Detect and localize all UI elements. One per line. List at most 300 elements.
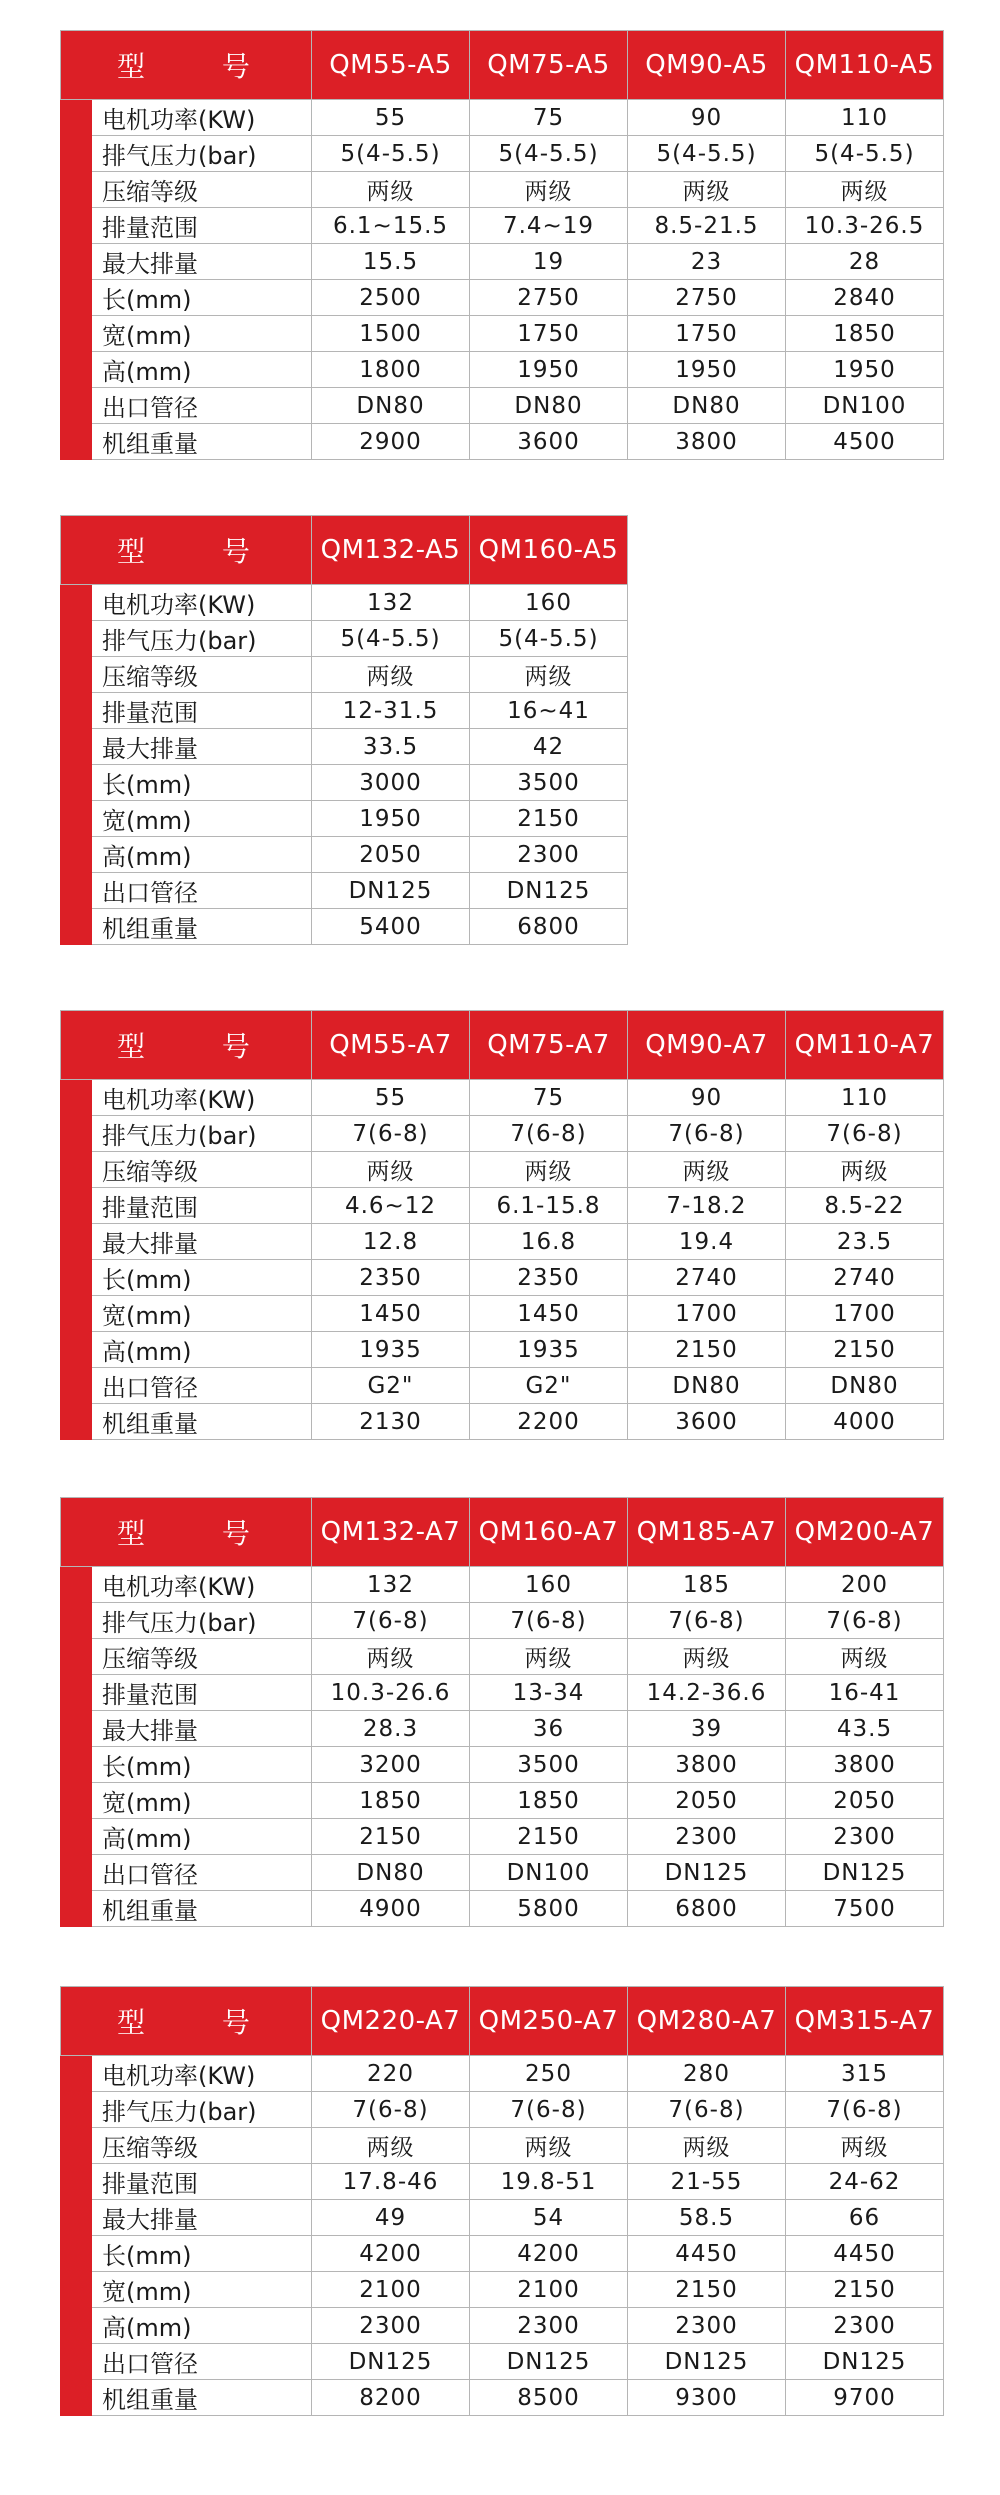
- spec-value: 7(6-8): [786, 1116, 944, 1152]
- spec-value: 14.2-36.6: [628, 1675, 786, 1711]
- spec-value: DN80: [312, 1855, 470, 1891]
- spec-value: 4000: [786, 1404, 944, 1440]
- spec-row: [61, 1260, 944, 1296]
- model-name: QM75-A7: [470, 1011, 628, 1080]
- spec-value: 5(4-5.5): [312, 136, 470, 172]
- spec-row: [61, 1855, 944, 1891]
- spec-value: 1800: [312, 352, 470, 388]
- spec-row-label: 高(mm): [92, 1332, 312, 1368]
- spec-row-label: 机组重量: [92, 1404, 312, 1440]
- red-side-stripe: [61, 1567, 92, 1927]
- model-header-label: [61, 1011, 312, 1080]
- spec-value: 2150: [786, 1332, 944, 1368]
- red-side-stripe: [61, 1080, 92, 1440]
- spec-row: [61, 424, 944, 460]
- spec-value: 55: [312, 100, 470, 136]
- spec-value: 132: [312, 585, 470, 621]
- spec-value: 两级: [628, 1152, 786, 1188]
- spec-row: [61, 1675, 944, 1711]
- spec-value: 200: [786, 1567, 944, 1603]
- model-header-text: 型 号: [117, 1517, 284, 1550]
- spec-value: 2900: [312, 424, 470, 460]
- spec-value: 2300: [470, 837, 628, 873]
- spec-row: [61, 1783, 944, 1819]
- spec-value: 66: [786, 2200, 944, 2236]
- spec-value: 2150: [786, 2272, 944, 2308]
- spec-value: 54: [470, 2200, 628, 2236]
- spec-value: 110: [786, 1080, 944, 1116]
- model-name: QM110-A5: [786, 31, 944, 100]
- spec-row: [61, 2380, 944, 2416]
- spec-value: 15.5: [312, 244, 470, 280]
- spec-value: 10.3-26.6: [312, 1675, 470, 1711]
- spec-row-label: 最大排量: [92, 1224, 312, 1260]
- spec-value: DN125: [312, 2344, 470, 2380]
- spec-value: 2100: [470, 2272, 628, 2308]
- model-name: QM160-A5: [470, 516, 628, 585]
- spec-row-label: 排气压力(bar): [92, 136, 312, 172]
- spec-row-label: 高(mm): [92, 837, 312, 873]
- spec-row: [61, 873, 628, 909]
- spec-value: 28.3: [312, 1711, 470, 1747]
- spec-value: 7(6-8): [628, 2092, 786, 2128]
- spec-value: 1850: [786, 316, 944, 352]
- model-name: QM55-A5: [312, 31, 470, 100]
- spec-row: [61, 244, 944, 280]
- spec-value: 2100: [312, 2272, 470, 2308]
- model-name: QM220-A7: [312, 1987, 470, 2056]
- spec-value: 4450: [786, 2236, 944, 2272]
- spec-value: 1700: [786, 1296, 944, 1332]
- spec-value: 19.4: [628, 1224, 786, 1260]
- spec-value: 43.5: [786, 1711, 944, 1747]
- spec-row: [61, 2092, 944, 2128]
- spec-row: [61, 2056, 944, 2092]
- spec-value: 250: [470, 2056, 628, 2092]
- spec-value: 1935: [470, 1332, 628, 1368]
- spec-row-label: 宽(mm): [92, 316, 312, 352]
- spec-value: 13-34: [470, 1675, 628, 1711]
- model-header-text: 型 号: [117, 535, 284, 568]
- spec-value: 两级: [470, 2128, 628, 2164]
- header-row: [61, 1011, 944, 1080]
- spec-value: 3000: [312, 765, 470, 801]
- spec-row-label: 排量范围: [92, 208, 312, 244]
- spec-value: 7(6-8): [786, 2092, 944, 2128]
- spec-value: 6800: [628, 1891, 786, 1927]
- spec-value: 7(6-8): [628, 1116, 786, 1152]
- spec-row-label: 高(mm): [92, 1819, 312, 1855]
- spec-row: [61, 2200, 944, 2236]
- spec-row-label: 出口管径: [92, 873, 312, 909]
- spec-value: 7(6-8): [312, 1603, 470, 1639]
- spec-value: 39: [628, 1711, 786, 1747]
- spec-value: 5400: [312, 909, 470, 945]
- spec-row-label: 高(mm): [92, 352, 312, 388]
- spec-row: [61, 352, 944, 388]
- spec-row: [61, 2236, 944, 2272]
- spec-row-label: 机组重量: [92, 424, 312, 460]
- spec-row-label: 最大排量: [92, 1711, 312, 1747]
- spec-value: 220: [312, 2056, 470, 2092]
- spec-value: 6.1-15.8: [470, 1188, 628, 1224]
- spec-value: 1950: [312, 801, 470, 837]
- spec-value: 7(6-8): [312, 2092, 470, 2128]
- spec-value: 7500: [786, 1891, 944, 1927]
- spec-value: 两级: [628, 172, 786, 208]
- spec-value: 2740: [786, 1260, 944, 1296]
- spec-row-label: 压缩等级: [92, 1639, 312, 1675]
- spec-value: 3800: [628, 1747, 786, 1783]
- header-row: [61, 1498, 944, 1567]
- model-header-label: [61, 516, 312, 585]
- spec-value: 9700: [786, 2380, 944, 2416]
- spec-value: 58.5: [628, 2200, 786, 2236]
- spec-row: [61, 1332, 944, 1368]
- spec-row: [61, 729, 628, 765]
- spec-value: 5(4-5.5): [312, 621, 470, 657]
- spec-value: 19.8-51: [470, 2164, 628, 2200]
- spec-value: 4.6~12: [312, 1188, 470, 1224]
- model-name: QM132-A7: [312, 1498, 470, 1567]
- spec-value: 1450: [312, 1296, 470, 1332]
- model-name: QM110-A7: [786, 1011, 944, 1080]
- spec-value: 49: [312, 2200, 470, 2236]
- spec-value: G2": [470, 1368, 628, 1404]
- spec-row: [61, 1404, 944, 1440]
- spec-row: [61, 1567, 944, 1603]
- model-name: QM75-A5: [470, 31, 628, 100]
- spec-row: [61, 837, 628, 873]
- spec-row-label: 压缩等级: [92, 657, 312, 693]
- spec-value: 两级: [312, 657, 470, 693]
- spec-table-1: [60, 30, 944, 460]
- spec-value: 1950: [786, 352, 944, 388]
- spec-value: 2300: [312, 2308, 470, 2344]
- spec-value: DN125: [312, 873, 470, 909]
- spec-row: [61, 1188, 944, 1224]
- spec-row-label: 长(mm): [92, 2236, 312, 2272]
- spec-row: [61, 1368, 944, 1404]
- spec-value: DN125: [786, 1855, 944, 1891]
- spec-value: 2050: [628, 1783, 786, 1819]
- spec-value: 2150: [470, 801, 628, 837]
- spec-value: 132: [312, 1567, 470, 1603]
- spec-value: 2150: [470, 1819, 628, 1855]
- spec-value: 23.5: [786, 1224, 944, 1260]
- spec-value: 2300: [786, 2308, 944, 2344]
- spec-value: 33.5: [312, 729, 470, 765]
- spec-value: 5(4-5.5): [470, 621, 628, 657]
- spec-value: DN125: [628, 2344, 786, 2380]
- spec-value: 5800: [470, 1891, 628, 1927]
- spec-value: 两级: [470, 1639, 628, 1675]
- spec-value: 两级: [470, 657, 628, 693]
- spec-value: 110: [786, 100, 944, 136]
- spec-value: 两级: [628, 2128, 786, 2164]
- spec-row-label: 长(mm): [92, 1260, 312, 1296]
- spec-value: 42: [470, 729, 628, 765]
- spec-value: 90: [628, 1080, 786, 1116]
- red-side-stripe: [61, 100, 92, 460]
- spec-value: 5(4-5.5): [786, 136, 944, 172]
- spec-row: [61, 1224, 944, 1260]
- spec-value: 19: [470, 244, 628, 280]
- spec-value: 两级: [628, 1639, 786, 1675]
- spec-value: 16-41: [786, 1675, 944, 1711]
- spec-row: [61, 801, 628, 837]
- spec-value: 1850: [312, 1783, 470, 1819]
- spec-value: 2150: [628, 2272, 786, 2308]
- spec-value: 2200: [470, 1404, 628, 1440]
- spec-row-label: 出口管径: [92, 388, 312, 424]
- spec-value: DN100: [786, 388, 944, 424]
- spec-table-5: [60, 1986, 944, 2416]
- spec-row-label: 排气压力(bar): [92, 1116, 312, 1152]
- spec-value: 160: [470, 585, 628, 621]
- spec-row-label: 排量范围: [92, 1675, 312, 1711]
- spec-value: 2130: [312, 1404, 470, 1440]
- spec-value: 1750: [470, 316, 628, 352]
- spec-value: 2350: [470, 1260, 628, 1296]
- spec-row: [61, 1747, 944, 1783]
- spec-value: DN100: [470, 1855, 628, 1891]
- spec-row: [61, 388, 944, 424]
- spec-row-label: 排气压力(bar): [92, 621, 312, 657]
- spec-row-label: 宽(mm): [92, 2272, 312, 2308]
- spec-value: 8.5-22: [786, 1188, 944, 1224]
- model-name: QM200-A7: [786, 1498, 944, 1567]
- spec-value: 1750: [628, 316, 786, 352]
- spec-value: 两级: [470, 1152, 628, 1188]
- spec-row: [61, 765, 628, 801]
- spec-value: 10.3-26.5: [786, 208, 944, 244]
- spec-row-label: 最大排量: [92, 729, 312, 765]
- spec-row: [61, 2308, 944, 2344]
- spec-value: 1450: [470, 1296, 628, 1332]
- spec-value: 7(6-8): [470, 1116, 628, 1152]
- spec-value: 3500: [470, 765, 628, 801]
- spec-value: 280: [628, 2056, 786, 2092]
- spec-value: 9300: [628, 2380, 786, 2416]
- header-row: [61, 1987, 944, 2056]
- model-name: QM315-A7: [786, 1987, 944, 2056]
- spec-value: 3600: [470, 424, 628, 460]
- spec-value: 两级: [312, 1639, 470, 1675]
- spec-value: 2150: [628, 1332, 786, 1368]
- spec-row: [61, 1891, 944, 1927]
- spec-value: 2350: [312, 1260, 470, 1296]
- spec-row-label: 压缩等级: [92, 1152, 312, 1188]
- spec-value: 7-18.2: [628, 1188, 786, 1224]
- spec-row: [61, 280, 944, 316]
- spec-row-label: 排量范围: [92, 1188, 312, 1224]
- model-name: QM250-A7: [470, 1987, 628, 2056]
- spec-value: 185: [628, 1567, 786, 1603]
- spec-value: 7(6-8): [312, 1116, 470, 1152]
- spec-value: 2840: [786, 280, 944, 316]
- spec-value: 2750: [628, 280, 786, 316]
- model-name: QM280-A7: [628, 1987, 786, 2056]
- spec-value: DN125: [628, 1855, 786, 1891]
- model-header-text: 型 号: [117, 50, 284, 83]
- spec-row: [61, 1296, 944, 1332]
- spec-row: [61, 136, 944, 172]
- header-row: [61, 31, 944, 100]
- spec-value: 1950: [628, 352, 786, 388]
- spec-value: 315: [786, 2056, 944, 2092]
- spec-value: DN80: [628, 1368, 786, 1404]
- spec-row-label: 宽(mm): [92, 1296, 312, 1332]
- spec-value: 2300: [628, 1819, 786, 1855]
- spec-value: 160: [470, 1567, 628, 1603]
- spec-value: 3800: [628, 424, 786, 460]
- spec-row: [61, 585, 628, 621]
- spec-value: 3600: [628, 1404, 786, 1440]
- model-name: QM55-A7: [312, 1011, 470, 1080]
- spec-value: 两级: [786, 172, 944, 208]
- spec-value: 36: [470, 1711, 628, 1747]
- spec-value: 6800: [470, 909, 628, 945]
- spec-value: 7(6-8): [470, 2092, 628, 2128]
- spec-value: 8200: [312, 2380, 470, 2416]
- spec-value: 2750: [470, 280, 628, 316]
- spec-row-label: 排气压力(bar): [92, 1603, 312, 1639]
- spec-row-label: 长(mm): [92, 280, 312, 316]
- model-header-text: 型 号: [117, 2006, 284, 2039]
- model-header-label: [61, 31, 312, 100]
- spec-value: DN125: [470, 2344, 628, 2380]
- spec-value: 90: [628, 100, 786, 136]
- spec-value: 2300: [786, 1819, 944, 1855]
- spec-value: DN80: [470, 388, 628, 424]
- spec-row: [61, 909, 628, 945]
- spec-row-label: 机组重量: [92, 909, 312, 945]
- spec-row-label: 压缩等级: [92, 172, 312, 208]
- spec-row: [61, 1116, 944, 1152]
- spec-value: 1500: [312, 316, 470, 352]
- spec-row-label: 电机功率(KW): [92, 1567, 312, 1603]
- spec-row: [61, 2272, 944, 2308]
- header-row: [61, 516, 628, 585]
- spec-value: DN80: [786, 1368, 944, 1404]
- spec-row-label: 宽(mm): [92, 801, 312, 837]
- spec-row-label: 最大排量: [92, 2200, 312, 2236]
- spec-row-label: 出口管径: [92, 1368, 312, 1404]
- spec-row: [61, 1603, 944, 1639]
- spec-value: 5(4-5.5): [628, 136, 786, 172]
- spec-value: 2300: [628, 2308, 786, 2344]
- spec-value: 55: [312, 1080, 470, 1116]
- spec-value: 3800: [786, 1747, 944, 1783]
- spec-row: [61, 172, 944, 208]
- spec-value: 6.1~15.5: [312, 208, 470, 244]
- spec-row-label: 出口管径: [92, 2344, 312, 2380]
- spec-row-label: 电机功率(KW): [92, 2056, 312, 2092]
- spec-row: [61, 1152, 944, 1188]
- spec-value: 1700: [628, 1296, 786, 1332]
- spec-value: DN125: [470, 873, 628, 909]
- spec-row: [61, 1080, 944, 1116]
- spec-value: 2300: [470, 2308, 628, 2344]
- spec-row-label: 排气压力(bar): [92, 2092, 312, 2128]
- spec-value: 两级: [312, 172, 470, 208]
- spec-value: 24-62: [786, 2164, 944, 2200]
- spec-row-label: 电机功率(KW): [92, 1080, 312, 1116]
- spec-value: 4500: [786, 424, 944, 460]
- spec-value: 4450: [628, 2236, 786, 2272]
- red-side-stripe: [61, 585, 92, 945]
- spec-value: 两级: [312, 2128, 470, 2164]
- spec-value: DN125: [786, 2344, 944, 2380]
- spec-row-label: 电机功率(KW): [92, 585, 312, 621]
- spec-value: 8500: [470, 2380, 628, 2416]
- model-header-text: 型 号: [117, 1030, 284, 1063]
- spec-value: 17.8-46: [312, 2164, 470, 2200]
- spec-value: 7.4~19: [470, 208, 628, 244]
- spec-row-label: 最大排量: [92, 244, 312, 280]
- spec-value: 23: [628, 244, 786, 280]
- model-name: QM132-A5: [312, 516, 470, 585]
- model-name: QM90-A7: [628, 1011, 786, 1080]
- spec-value: G2": [312, 1368, 470, 1404]
- red-side-stripe: [61, 2056, 92, 2416]
- spec-row: [61, 621, 628, 657]
- spec-value: 16~41: [470, 693, 628, 729]
- spec-value: 16.8: [470, 1224, 628, 1260]
- spec-value: 8.5-21.5: [628, 208, 786, 244]
- spec-table-4: [60, 1497, 944, 1927]
- spec-table-3: [60, 1010, 944, 1440]
- spec-value: 4200: [470, 2236, 628, 2272]
- spec-value: 两级: [786, 1639, 944, 1675]
- spec-row: [61, 693, 628, 729]
- spec-value: 2740: [628, 1260, 786, 1296]
- spec-value: 7(6-8): [470, 1603, 628, 1639]
- spec-row-label: 压缩等级: [92, 2128, 312, 2164]
- spec-value: DN80: [628, 388, 786, 424]
- spec-row-label: 机组重量: [92, 1891, 312, 1927]
- spec-value: 两级: [470, 172, 628, 208]
- model-header-label: [61, 1498, 312, 1567]
- spec-value: 12.8: [312, 1224, 470, 1260]
- spec-value: 2050: [312, 837, 470, 873]
- spec-row: [61, 1819, 944, 1855]
- spec-table-2: [60, 515, 628, 945]
- spec-value: 5(4-5.5): [470, 136, 628, 172]
- model-name: QM90-A5: [628, 31, 786, 100]
- spec-value: 7(6-8): [628, 1603, 786, 1639]
- spec-row-label: 长(mm): [92, 1747, 312, 1783]
- spec-row: [61, 316, 944, 352]
- spec-value: 2150: [312, 1819, 470, 1855]
- spec-value: 12-31.5: [312, 693, 470, 729]
- spec-value: 两级: [786, 2128, 944, 2164]
- spec-value: 4900: [312, 1891, 470, 1927]
- spec-row-label: 高(mm): [92, 2308, 312, 2344]
- spec-value: 两级: [312, 1152, 470, 1188]
- spec-row: [61, 2164, 944, 2200]
- spec-value: 3200: [312, 1747, 470, 1783]
- spec-row-label: 宽(mm): [92, 1783, 312, 1819]
- spec-value: 21-55: [628, 2164, 786, 2200]
- spec-value: DN80: [312, 388, 470, 424]
- spec-value: 两级: [786, 1152, 944, 1188]
- model-header-label: [61, 1987, 312, 2056]
- spec-row-label: 出口管径: [92, 1855, 312, 1891]
- spec-row: [61, 657, 628, 693]
- spec-value: 75: [470, 100, 628, 136]
